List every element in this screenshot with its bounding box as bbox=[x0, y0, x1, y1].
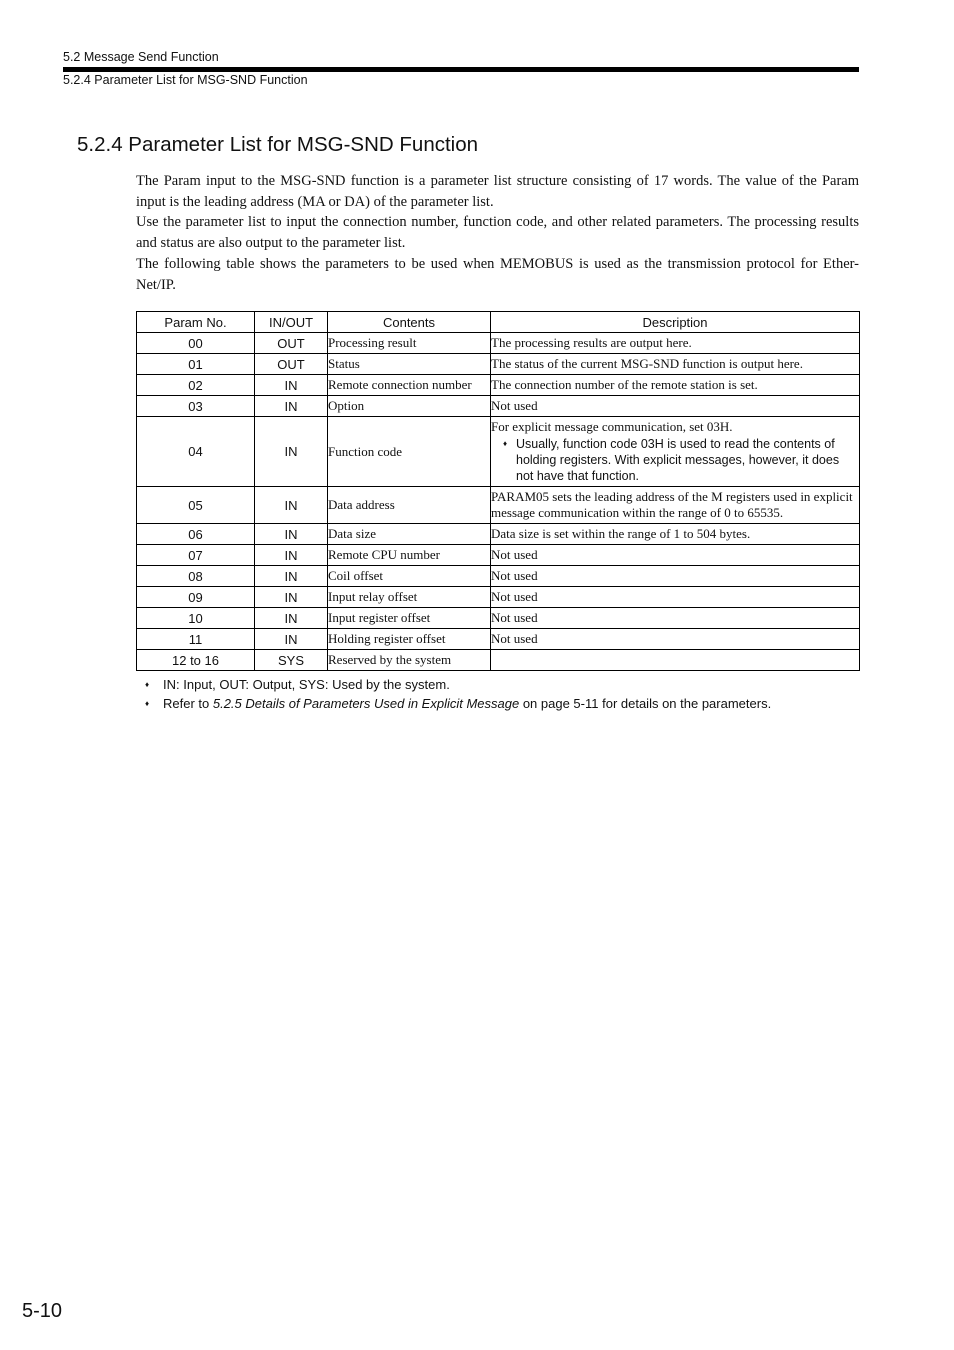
header-contents: Contents bbox=[328, 312, 491, 333]
contents-cell: Remote connection number bbox=[328, 375, 491, 396]
table-row bbox=[137, 608, 860, 629]
in-out-cell: OUT bbox=[255, 354, 328, 375]
running-head-subsection: 5.2.4 Parameter List for MSG-SND Function bbox=[63, 73, 308, 87]
table-row bbox=[137, 417, 860, 487]
table-header-row bbox=[137, 312, 860, 333]
description-cell: Not used bbox=[491, 396, 860, 417]
note-text bbox=[163, 694, 771, 713]
description-note-text: Usually, function code 03H is used to read the contents of holding registers. With explicit messages, however, it does not have that function. bbox=[516, 437, 840, 483]
param-no-cell: 05 bbox=[137, 487, 255, 524]
page-number: 5-10 bbox=[22, 1300, 63, 1322]
running-head-section: 5.2 Message Send Function bbox=[63, 50, 219, 64]
header-description: Description bbox=[491, 312, 860, 333]
description-cell: Not used bbox=[491, 587, 860, 608]
in-out-cell: IN bbox=[255, 587, 328, 608]
contents-cell: Remote CPU number bbox=[328, 545, 491, 566]
in-out-cell: IN bbox=[255, 417, 328, 487]
contents-cell: Function code bbox=[328, 417, 491, 487]
param-no-cell: 04 bbox=[137, 417, 255, 487]
table-row bbox=[137, 587, 860, 608]
section-title: 5.2.4 Parameter List for MSG-SND Function bbox=[77, 133, 479, 156]
description-cell: Data size is set within the range of 1 to 504 bytes. bbox=[491, 524, 860, 545]
description-cell: PARAM05 sets the leading address of the M registers used in explicit message communication within the range of 0 to 65535. bbox=[491, 487, 860, 524]
param-no-cell: 07 bbox=[137, 545, 255, 566]
description-main: For explicit message communication, set 03H. bbox=[491, 419, 733, 434]
contents-cell: Input register offset bbox=[328, 608, 491, 629]
description-note bbox=[503, 436, 859, 484]
contents-cell: Status bbox=[328, 354, 491, 375]
contents-cell: Holding register offset bbox=[328, 629, 491, 650]
table-row bbox=[137, 487, 860, 524]
in-out-cell: IN bbox=[255, 629, 328, 650]
param-no-cell: 08 bbox=[137, 566, 255, 587]
contents-cell: Coil offset bbox=[328, 566, 491, 587]
intro-paragraph: The Param input to the MSG-SND function is a parameter list structure consisting of 17 words. The value of the Param input is the leading address (MA or DA) of the parameter list. bbox=[136, 173, 859, 210]
param-no-cell: 06 bbox=[137, 524, 255, 545]
table-row bbox=[137, 629, 860, 650]
description-cell: Not used bbox=[491, 608, 860, 629]
param-no-cell: 02 bbox=[137, 375, 255, 396]
description-cell bbox=[491, 417, 860, 487]
contents-cell: Data address bbox=[328, 487, 491, 524]
diamond-bullet-icon: ♦ bbox=[145, 680, 150, 689]
table-row bbox=[137, 396, 860, 417]
intro-paragraph: Use the parameter list to input the connection number, function code, and other related parameters. The processing results and status are also output to the parameter list. bbox=[136, 214, 859, 252]
contents-cell: Processing result bbox=[328, 333, 491, 354]
contents-cell: Data size bbox=[328, 524, 491, 545]
contents-cell: Reserved by the system bbox=[328, 650, 491, 671]
intro-paragraph: The following table shows the parameters to be used when MEMOBUS is used as the transmission protocol for Ether-Net/IP. bbox=[136, 255, 859, 293]
intro-text bbox=[136, 171, 859, 295]
table-row bbox=[137, 524, 860, 545]
parameter-table bbox=[136, 311, 860, 671]
note-item bbox=[145, 675, 771, 694]
contents-cell: Option bbox=[328, 396, 491, 417]
note-suffix: on page 5-11 for details on the parameters. bbox=[519, 696, 772, 711]
in-out-cell: OUT bbox=[255, 333, 328, 354]
contents-cell: Input relay offset bbox=[328, 587, 491, 608]
in-out-cell: SYS bbox=[255, 650, 328, 671]
header-param-no: Param No. bbox=[137, 312, 255, 333]
table-row bbox=[137, 566, 860, 587]
param-no-cell: 09 bbox=[137, 587, 255, 608]
table-row bbox=[137, 545, 860, 566]
diamond-bullet-icon: ♦ bbox=[145, 699, 150, 708]
table-notes bbox=[145, 675, 771, 713]
note-item bbox=[145, 694, 771, 713]
description-cell: The processing results are output here. bbox=[491, 333, 860, 354]
description-cell: Not used bbox=[491, 566, 860, 587]
description-cell bbox=[491, 650, 860, 671]
in-out-cell: IN bbox=[255, 608, 328, 629]
param-no-cell: 03 bbox=[137, 396, 255, 417]
in-out-cell: IN bbox=[255, 375, 328, 396]
param-no-cell: 11 bbox=[137, 629, 255, 650]
param-no-cell: 10 bbox=[137, 608, 255, 629]
diamond-bullet-icon: ♦ bbox=[503, 439, 508, 448]
description-cell: The status of the current MSG-SND function is output here. bbox=[491, 354, 860, 375]
in-out-cell: IN bbox=[255, 396, 328, 417]
table-row bbox=[137, 333, 860, 354]
note-text: IN: Input, OUT: Output, SYS: Used by the system. bbox=[163, 677, 450, 692]
in-out-cell: IN bbox=[255, 524, 328, 545]
param-no-cell: 01 bbox=[137, 354, 255, 375]
param-no-cell: 12 to 16 bbox=[137, 650, 255, 671]
note-prefix: Refer to bbox=[163, 696, 213, 711]
description-cell: The connection number of the remote station is set. bbox=[491, 375, 860, 396]
param-no-cell: 00 bbox=[137, 333, 255, 354]
description-cell: Not used bbox=[491, 629, 860, 650]
in-out-cell: IN bbox=[255, 566, 328, 587]
table-row bbox=[137, 354, 860, 375]
table-row bbox=[137, 375, 860, 396]
table-row bbox=[137, 650, 860, 671]
in-out-cell: IN bbox=[255, 545, 328, 566]
in-out-cell: IN bbox=[255, 487, 328, 524]
description-cell: Not used bbox=[491, 545, 860, 566]
header-rule bbox=[63, 67, 859, 72]
header-in-out: IN/OUT bbox=[255, 312, 328, 333]
cross-reference-link[interactable]: 5.2.5 Details of Parameters Used in Explicit Message bbox=[212, 696, 520, 711]
